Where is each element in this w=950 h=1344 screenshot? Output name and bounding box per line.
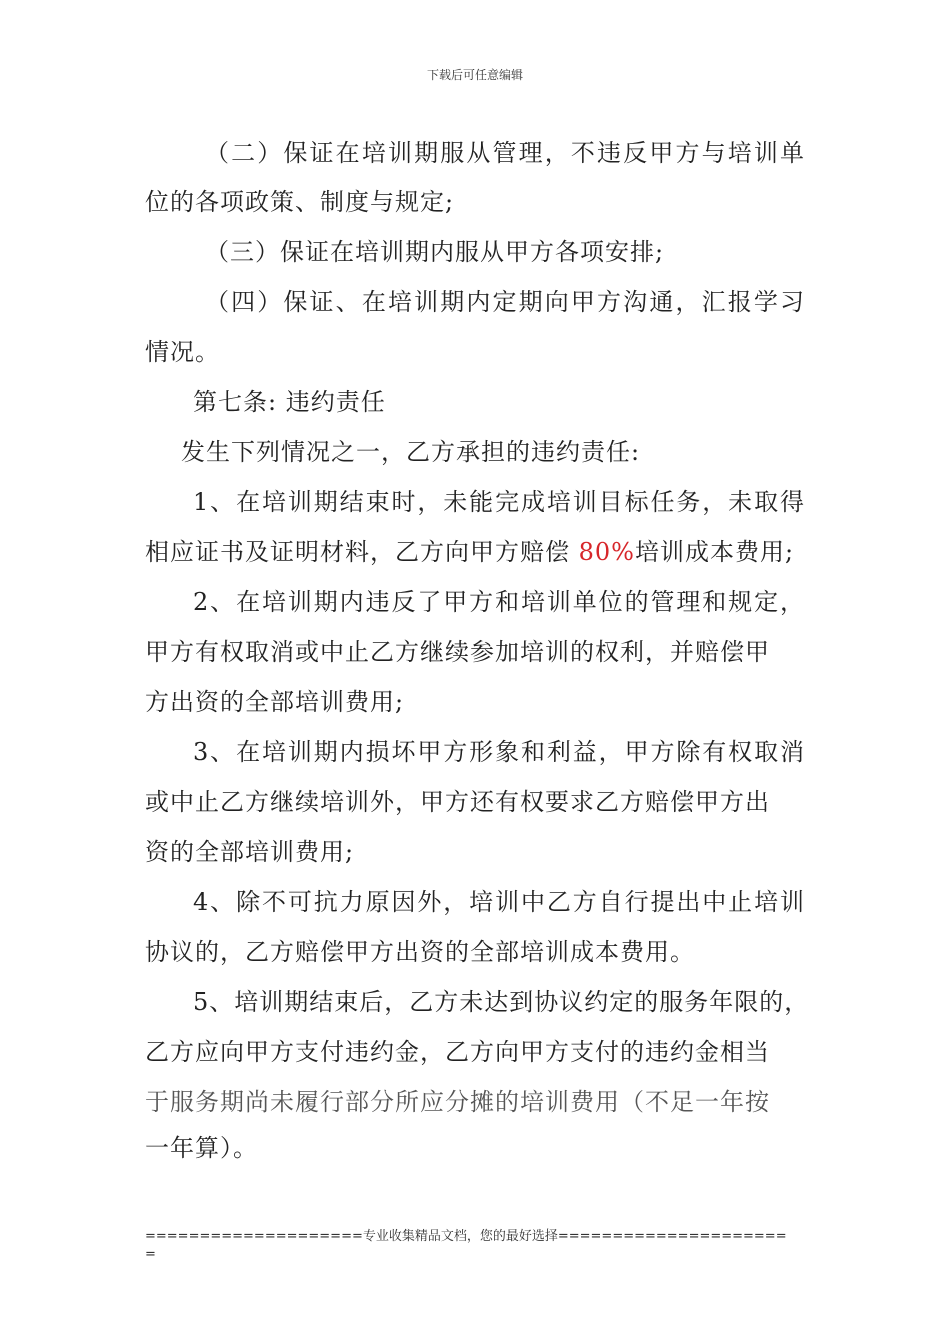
item-2-line-1: 2、在培训期内违反了甲方和培训单位的管理和规定， [193, 588, 805, 616]
item-5-line-1: 5、培训期结束后，乙方未达到协议约定的服务年限的， [193, 988, 810, 1016]
item-1-line-2 [145, 537, 794, 567]
item-3-line-1: 3、在培训期内损坏甲方形象和利益，甲方除有权取消 [193, 738, 805, 766]
item-3-line-3: 资的全部培训费用; [145, 838, 355, 866]
item-5-line-2: 乙方应向甲方支付违约金，乙方向甲方支付的违约金相当 [145, 1038, 770, 1066]
clause-4-line-2: 情况。 [145, 338, 220, 366]
breach-intro: 发生下列情况之一，乙方承担的违约责任: [181, 438, 641, 466]
footer-line-1: ====================专业收集精品文档，您的最好选择===================== [145, 1229, 787, 1244]
footer-banner [145, 1228, 787, 1264]
clause-4-line-1: （四）保证、在培训期内定期向甲方沟通，汇报学习 [205, 288, 805, 316]
header-note: 下载后可任意编辑 [426, 68, 523, 82]
clause-3-line: （三）保证在培训期内服从甲方各项安排; [205, 238, 665, 266]
item-3-line-2: 或中止乙方继续培训外，甲方还有权要求乙方赔偿甲方出 [145, 788, 770, 816]
item-5-line-3: 于服务期尚未履行部分所应分摊的培训费用（不足一年按 [145, 1088, 770, 1116]
item-4-line-2: 协议的，乙方赔偿甲方出资的全部培训成本费用。 [145, 938, 695, 966]
item-5-line-4: 一年算）。 [145, 1134, 258, 1162]
clause-2-line-1: （二）保证在培训期服从管理，不违反甲方与培训单 [205, 139, 805, 167]
compensation-percentage: 80% [578, 538, 635, 566]
item-1-line-1: 1、在培训期结束时，未能完成培训目标任务，未取得 [193, 488, 805, 516]
article-7-heading: 第七条: 违约责任 [193, 388, 386, 416]
footer-line-2: = [145, 1247, 156, 1262]
item-1-line-2-after: 培训成本费用; [634, 538, 795, 566]
item-4-line-1: 4、除不可抗力原因外，培训中乙方自行提出中止培训 [193, 888, 805, 916]
item-1-line-2-before: 相应证书及证明材料，乙方向甲方赔偿 [145, 538, 579, 566]
item-2-line-3: 方出资的全部培训费用; [145, 688, 405, 716]
item-2-line-2: 甲方有权取消或中止乙方继续参加培训的权利，并赔偿甲 [145, 638, 770, 666]
clause-2-line-2: 位的各项政策、制度与规定; [145, 188, 455, 216]
